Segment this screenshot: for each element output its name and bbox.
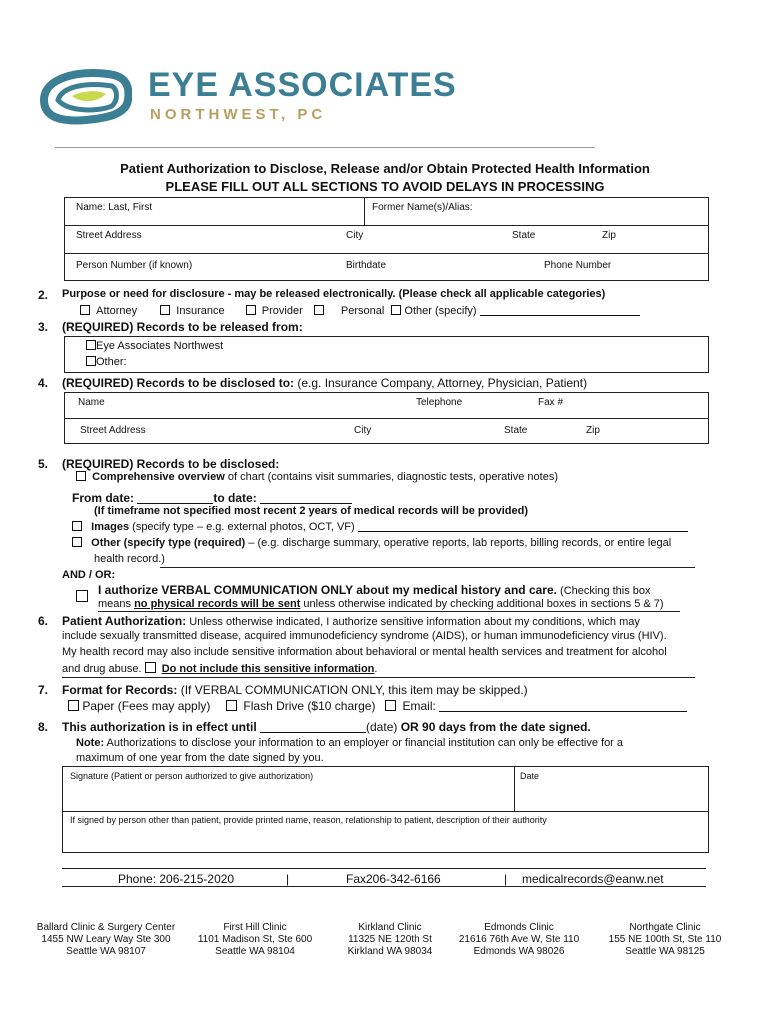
clinic-address: 1101 Madison St, Ste 600 (197, 934, 313, 945)
clinic-name: Edmonds Clinic (484, 922, 554, 933)
section-4-title: (REQUIRED) Records to be disclosed to: (62, 376, 295, 390)
patient-state-field[interactable]: State (512, 230, 536, 241)
clinic-address: 11325 NE 120th St (348, 934, 432, 945)
verbal-note: (Checking this box (556, 585, 651, 597)
eanw-checkbox[interactable] (86, 340, 96, 350)
note-text-2: maximum of one year from the date signed by you. (76, 752, 324, 764)
other-records-desc-2: health record.) (94, 553, 165, 565)
section-6-line-4: and drug abuse. Do not include this sensitive information. (62, 663, 378, 675)
clinic-ballard (18, 922, 194, 958)
section-5-number: 5. (38, 457, 49, 471)
form-title: Patient Authorization to Disclose, Release and/or Obtain Protected Health Information (120, 161, 650, 176)
images-label: Images (91, 521, 130, 533)
verbal-line-2c: unless otherwise indicated by checking additional boxes in sections 5 & 7) (300, 598, 664, 610)
section-4-examples: (e.g. Insurance Company, Attorney, Physician, Patient) (294, 376, 588, 390)
timeframe-note: (If timeframe not specified most recent 2 years of medical records will be provided) (94, 505, 529, 517)
eanw-option (86, 340, 223, 352)
other-source-checkbox[interactable] (86, 356, 96, 366)
section-8-title: This authorization is in effect until (62, 720, 257, 734)
section-6-title: Patient Authorization: (62, 614, 187, 628)
section-3-number: 3. (38, 320, 49, 334)
clinic-name: Northgate Clinic (629, 922, 701, 933)
section-8-note-1 (76, 737, 623, 749)
from-date-label: From date: (72, 491, 135, 505)
paper-label: Paper (Fees may apply) (82, 699, 211, 713)
clinic-kirkland (325, 922, 455, 958)
format-options (68, 699, 687, 713)
logo-subtitle: NORTHWEST, PC (150, 106, 327, 123)
personal-label: Personal (340, 305, 385, 317)
comprehensive-checkbox[interactable] (76, 471, 86, 481)
former-name-field[interactable]: Former Name(s)/Alias: (372, 202, 473, 213)
images-input[interactable] (358, 520, 688, 532)
recipient-state-field[interactable]: State (504, 425, 528, 436)
comprehensive-label: Comprehensive overview (92, 471, 225, 483)
recipient-telephone-field[interactable]: Telephone (416, 397, 463, 408)
note-text-1: Authorizations to disclose your information to an employer or financial institution can only be effective for a (104, 737, 624, 749)
clinic-name: Kirkland Clinic (358, 922, 422, 933)
section-3-title: (REQUIRED) Records to be released from: (62, 320, 303, 334)
paper-checkbox[interactable] (68, 700, 79, 711)
other-records-checkbox[interactable] (72, 537, 82, 547)
other-records-label: Other (specify type (required) (91, 537, 246, 549)
flash-drive-checkbox[interactable] (226, 700, 237, 711)
clinic-city: Seattle WA 98107 (66, 946, 146, 957)
to-date-label: to date: (213, 491, 257, 505)
other-purpose-label: Other (specify) (404, 305, 477, 317)
eye-logo-icon (38, 66, 132, 128)
signature-field[interactable]: Signature (Patient or person authorized to give authorization) (70, 771, 314, 781)
clinic-edmonds (452, 922, 586, 958)
section-6-line-1 (62, 614, 640, 628)
logo-name: EYE ASSOCIATES (148, 66, 457, 104)
form-subtitle: PLEASE FILL OUT ALL SECTIONS TO AVOID DELAYS IN PROCESSING (165, 179, 605, 194)
section-2-title: Purpose or need for disclosure - may be released electronically. (Please check all applicable categories) (62, 288, 606, 300)
recipient-zip-field[interactable]: Zip (586, 425, 600, 436)
patient-phone-field[interactable]: Phone Number (544, 260, 612, 271)
to-date-input[interactable] (260, 492, 352, 504)
personal-checkbox[interactable] (314, 305, 324, 315)
other-records-input[interactable] (160, 567, 695, 568)
patient-name-field[interactable]: Name: Last, First (76, 202, 153, 213)
clinic-city: Edmonds WA 98026 (473, 946, 565, 957)
section-8-date-label: (date) (366, 720, 398, 734)
section-6-text-2: include sexually transmitted disease, acquired immunodeficiency syndrome (AIDS), or human immunodeficiency virus (HIV). (62, 630, 667, 642)
clinic-name: First Hill Clinic (223, 922, 287, 933)
email-label: Email: (402, 699, 436, 713)
birthdate-field[interactable]: Birthdate (346, 260, 387, 271)
verbal-line-1 (98, 583, 651, 597)
recipient-city-field[interactable]: City (354, 425, 372, 436)
verbal-line-2b: no physical records will be sent (134, 598, 301, 610)
verbal-checkbox-wrap (76, 588, 88, 606)
clinic-city: Seattle WA 98125 (625, 946, 705, 957)
recipient-fax-field[interactable]: Fax # (538, 397, 564, 408)
note-label: Note: (76, 737, 105, 749)
comprehensive-option (76, 471, 558, 483)
clinic-address: 155 NE 100th St, Ste 110 (608, 934, 722, 945)
contact-sep-1: | (286, 872, 290, 886)
other-source-label: Other: (96, 356, 127, 368)
section-8-heading (62, 720, 591, 734)
from-date-input[interactable] (137, 492, 213, 504)
clinic-address: 1455 NW Leary Way Ste 300 (41, 934, 171, 945)
effective-date-input[interactable] (260, 721, 366, 733)
contact-email[interactable]: medicalrecords@eanw.net (522, 872, 664, 886)
verbal-checkbox[interactable] (76, 590, 88, 602)
other-purpose-checkbox[interactable] (391, 305, 401, 315)
section-4-number: 4. (38, 376, 49, 390)
other-records-option (72, 537, 671, 549)
contact-phone: Phone: 206-215-2020 (118, 872, 235, 886)
section-7-heading (62, 683, 528, 697)
attorney-label: Attorney (96, 305, 138, 317)
patient-city-field[interactable]: City (346, 230, 364, 241)
images-option (72, 520, 688, 533)
logo (38, 66, 457, 130)
section-5-title: (REQUIRED) Records to be disclosed: (62, 457, 280, 471)
email-input[interactable] (439, 700, 687, 712)
patient-street-field[interactable]: Street Address (76, 230, 142, 241)
clinic-first-hill (190, 922, 320, 958)
section-7-title: Format for Records: (62, 683, 178, 697)
provider-label: Provider (261, 305, 303, 317)
section-2-number: 2. (38, 288, 49, 302)
signature-date-field[interactable]: Date (520, 771, 540, 781)
images-desc: (specify type – e.g. external photos, OCT, VF) (129, 521, 355, 533)
section-4-heading (62, 376, 587, 390)
section-6-number: 6. (38, 614, 49, 628)
verbal-label: I authorize VERBAL COMMUNICATION ONLY about my medical history and care. (98, 583, 557, 597)
other-purpose-input[interactable] (480, 304, 640, 316)
purpose-options (80, 304, 640, 317)
other-records-desc: – (e.g. discharge summary, operative reports, lab reports, billing records, or entire legal (245, 537, 672, 549)
flash-drive-label: Flash Drive ($10 charge) (243, 699, 376, 713)
section-7-note: (If VERBAL COMMUNICATION ONLY, this item may be skipped.) (177, 683, 528, 697)
person-number-field[interactable]: Person Number (if known) (76, 260, 193, 271)
exclude-sensitive-label: Do not include this sensitive information (161, 663, 375, 675)
section-8-rest: OR 90 days from the date signed. (400, 720, 591, 734)
eanw-label: Eye Associates Northwest (96, 340, 224, 352)
comprehensive-desc: of chart (contains visit summaries, diagnostic tests, operative notes) (224, 471, 558, 483)
section-8-number: 8. (38, 720, 49, 734)
section-6-text-4: and drug abuse. (62, 663, 142, 675)
other-signer-field[interactable]: If signed by person other than patient, provide printed name, reason, relationship to patient, description of their authority (70, 815, 547, 825)
section-6-text-1: Unless otherwise indicated, I authorize sensitive information about my conditions, which may (186, 616, 640, 628)
verbal-line-2 (98, 598, 664, 610)
patient-zip-field[interactable]: Zip (602, 230, 616, 241)
images-checkbox[interactable] (72, 521, 82, 531)
verbal-line-2a: means (98, 598, 135, 610)
recipient-name-field[interactable]: Name (78, 397, 105, 408)
provider-checkbox[interactable] (246, 305, 256, 315)
clinic-address: 21616 76th Ave W, Ste 110 (458, 934, 580, 945)
insurance-label: Insurance (176, 305, 225, 317)
email-checkbox[interactable] (385, 700, 396, 711)
other-source-option (86, 356, 127, 368)
section-7-number: 7. (38, 683, 49, 697)
contact-sep-2: | (504, 872, 508, 886)
and-or-label: AND / OR: (62, 569, 116, 581)
clinic-city: Kirkland WA 98034 (347, 946, 433, 957)
date-range (72, 491, 352, 505)
section-6-text-3: My health record may also include sensitive information about behavioral or mental health services and treatment for alcohol (62, 646, 667, 658)
recipient-street-field[interactable]: Street Address (80, 425, 146, 436)
insurance-checkbox[interactable] (160, 305, 170, 315)
clinic-name: Ballard Clinic & Surgery Center (36, 922, 176, 933)
clinic-northgate (598, 922, 732, 958)
header-rule (55, 147, 595, 148)
attorney-checkbox[interactable] (80, 305, 90, 315)
clinic-city: Seattle WA 98104 (215, 946, 295, 957)
exclude-sensitive-checkbox[interactable] (145, 662, 156, 673)
contact-fax: Fax206-342-6166 (346, 872, 441, 886)
